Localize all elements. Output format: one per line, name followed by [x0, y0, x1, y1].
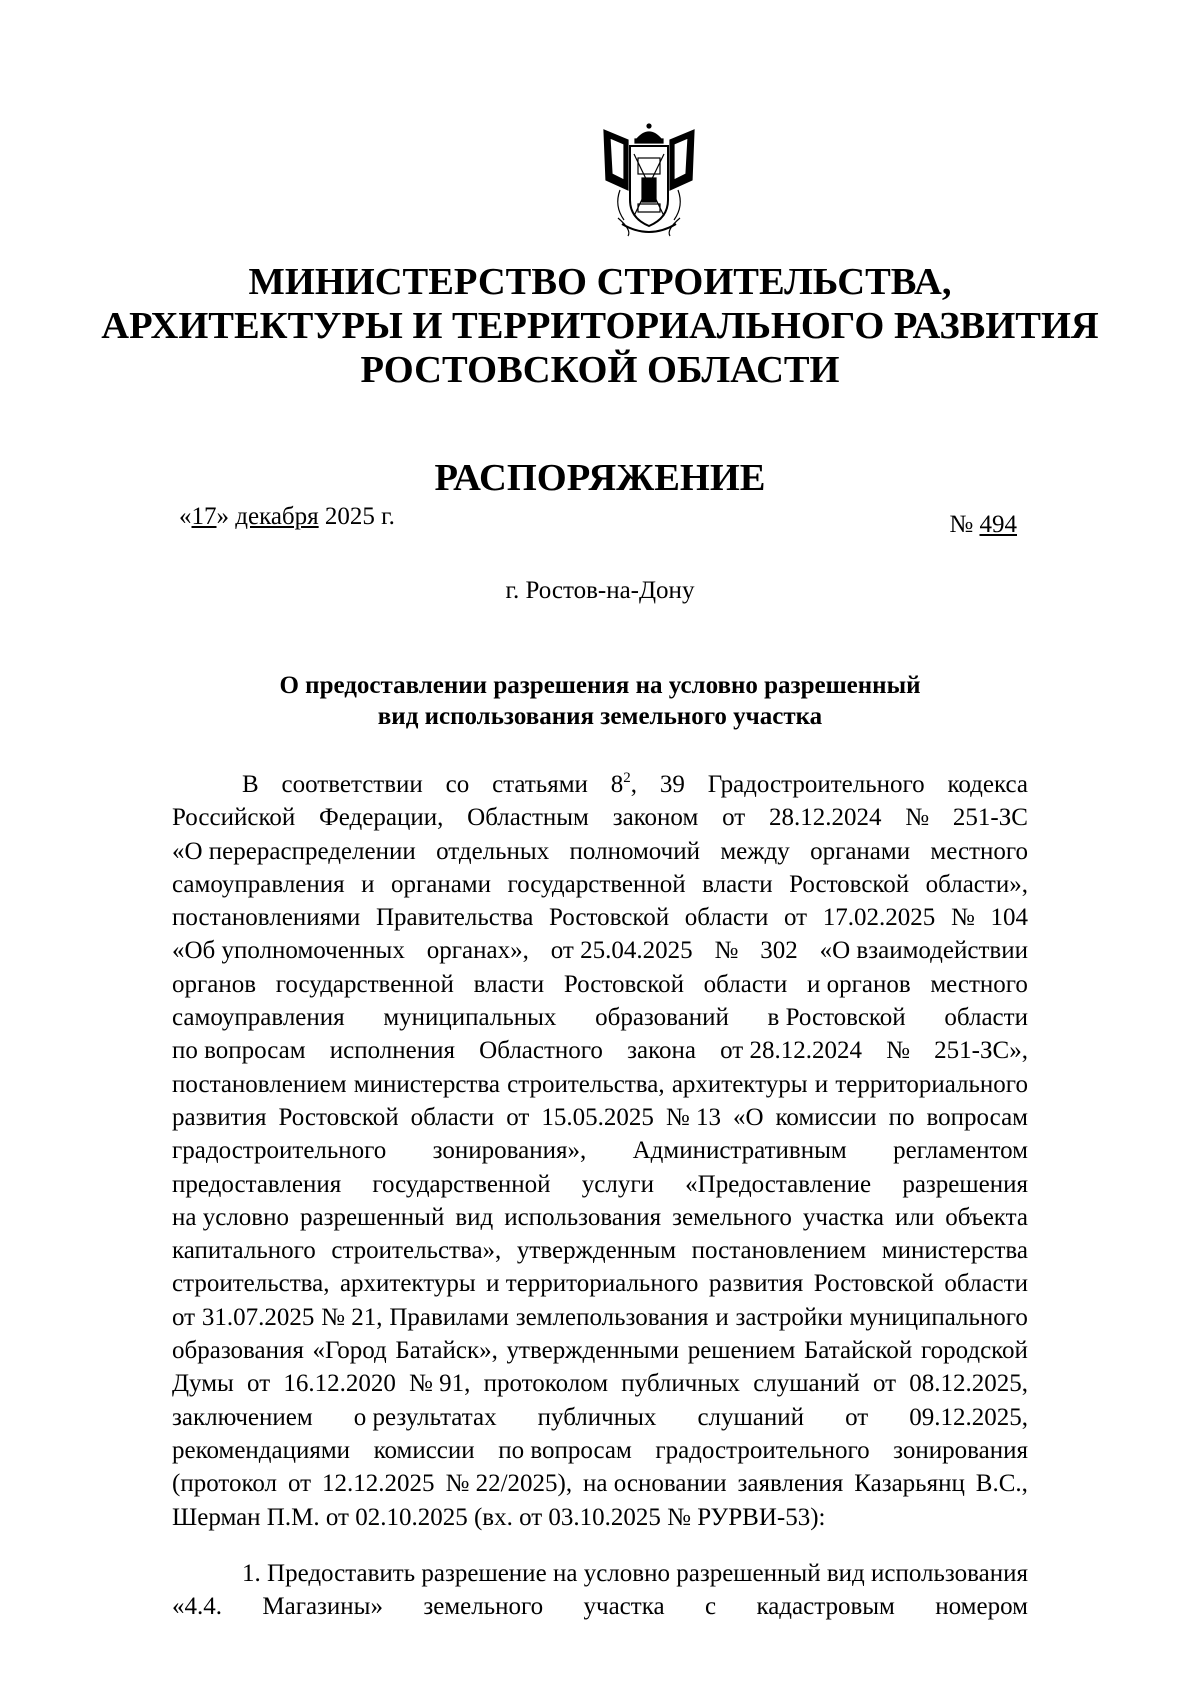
body-word: публичных [537, 1403, 657, 1431]
body-word: Российской [172, 804, 296, 832]
document-type-heading: РАСПОРЯЖЕНИЕ [434, 457, 766, 499]
item-word: «4.4. [172, 1593, 222, 1621]
item-word: участка [583, 1593, 665, 1621]
body-word: постановлениями [172, 904, 361, 932]
body-word: самоуправления [172, 1004, 345, 1032]
body-word: 251-ЗС», [934, 1037, 1028, 1065]
body-word: рекомендациями [172, 1436, 351, 1464]
body-word: муниципального [849, 1303, 1028, 1331]
body-word: органах», [426, 937, 529, 965]
body-word: протоколом [483, 1370, 609, 1398]
body-word: градостроительного [655, 1436, 870, 1464]
item-word: номером [935, 1593, 1028, 1621]
body-word: городской [920, 1337, 1028, 1365]
body-word: 251-ЗС [952, 804, 1028, 832]
body-line [172, 1267, 1028, 1300]
article-number [611, 768, 637, 801]
item-word: Магазины» [262, 1593, 383, 1621]
body-word: соответствии [281, 771, 423, 798]
number-prefix: № [949, 511, 974, 538]
body-word: Областным [467, 804, 589, 832]
article-number-comma: , [630, 771, 637, 798]
body-word: области [684, 904, 769, 932]
document-date [179, 502, 395, 532]
body-word: Градостроительного [707, 771, 925, 798]
body-word: строительства», [331, 1237, 502, 1265]
item-word: земельного [423, 1593, 544, 1621]
body-word: органов [172, 970, 257, 998]
date-day: 17 [191, 503, 217, 530]
body-word: № 13 [665, 1103, 721, 1131]
body-line [172, 901, 1028, 934]
body-word: от [845, 1403, 869, 1431]
body-word: № [714, 937, 739, 965]
body-word: области», [925, 870, 1028, 898]
body-word: местного [930, 970, 1028, 998]
body-word: и [814, 1070, 829, 1098]
body-word: Ростовской [278, 1103, 399, 1131]
body-word: Ростовской [789, 870, 910, 898]
body-word: органами [390, 870, 492, 898]
body-word: участка [802, 1203, 884, 1231]
item-word: условно [583, 1560, 670, 1587]
body-word: Правительства [375, 904, 534, 932]
body-word: слушаний [697, 1403, 805, 1431]
body-word: со [445, 771, 470, 798]
body-word: исполнения [329, 1037, 455, 1065]
body-line [172, 1301, 1028, 1334]
body-word: № 22/2025), [445, 1470, 573, 1498]
body-word: землепользования [515, 1303, 709, 1331]
body-justified-lines [172, 801, 1028, 1500]
body-word: статьями [492, 771, 588, 798]
coat-of-arms-emblem [598, 120, 700, 242]
body-word: или [894, 1203, 935, 1231]
date-quote-close: » [216, 503, 229, 530]
body-word: «О взаимодействии [819, 937, 1028, 965]
body-word: слушаний [753, 1370, 860, 1398]
body-word: комиссии [775, 1103, 877, 1131]
body-word: постановлением [172, 1070, 347, 1098]
body-word: закона [627, 1037, 696, 1065]
body-word: по [888, 1103, 915, 1131]
body-word: публичных [621, 1370, 741, 1398]
body-word: комиссии [373, 1436, 475, 1464]
body-line [172, 1101, 1028, 1134]
body-word: строительства, [172, 1270, 330, 1298]
body-word: «Об уполномоченных [172, 937, 405, 965]
body-word: государственной [507, 870, 686, 898]
body-word: министерства [881, 1237, 1028, 1265]
body-word: на условно [172, 1203, 289, 1231]
date-year: 2025 г. [324, 503, 395, 530]
body-word: 09.12.2025, [909, 1403, 1028, 1431]
item-1-line [172, 1557, 1028, 1590]
body-word: области [703, 970, 788, 998]
document-city: г. Ростов-на-Дону [505, 577, 695, 604]
ministry-title-line: МИНИСТЕРСТВО СТРОИТЕЛЬСТВА, [248, 261, 952, 303]
body-word: 12.12.2025 [322, 1470, 435, 1498]
body-word: 16.12.2020 [283, 1370, 396, 1398]
body-word: Батайск», [395, 1337, 498, 1365]
body-word: полномочий [569, 837, 700, 865]
body-word: № [950, 904, 975, 932]
body-word: постановлением [691, 1237, 867, 1265]
number-value: 494 [979, 511, 1017, 538]
body-word: Казарьянц [854, 1470, 965, 1498]
body-word: местного [930, 837, 1028, 865]
item-word: Предоставить [267, 1560, 416, 1587]
body-word: регламентом [893, 1137, 1028, 1165]
body-word: Правилами [389, 1303, 509, 1331]
body-line [172, 1001, 1028, 1034]
body-word: образования [172, 1337, 304, 1365]
body-word: заключением [172, 1403, 313, 1431]
body-word: органами [810, 837, 911, 865]
body-line [172, 1334, 1028, 1367]
body-word: № [886, 1037, 910, 1065]
body-word: от [172, 1303, 196, 1331]
body-word: разрешения [902, 1170, 1028, 1198]
body-word: В.С., [975, 1470, 1028, 1498]
body-word: № 91, [409, 1370, 471, 1398]
body-word: Батайской [803, 1337, 913, 1365]
body-word: и территориального [486, 1270, 699, 1298]
body-word: образований [595, 1004, 729, 1032]
body-word: № 21, [321, 1303, 383, 1331]
body-word: самоуправления [172, 870, 345, 898]
body-word: Федерации, [319, 804, 444, 832]
body-line [172, 968, 1028, 1001]
item-word: с [704, 1593, 717, 1621]
body-word: Ростовской [813, 1270, 934, 1298]
body-word: от 28.12.2024 [720, 1037, 862, 1065]
body-line [172, 1201, 1028, 1234]
body-word: Административным [632, 1137, 847, 1165]
body-word: утвержденным [516, 1237, 677, 1265]
item-word: разрешенный [676, 1560, 821, 1587]
body-word: вид [455, 1203, 494, 1231]
body-word: от [506, 1103, 530, 1131]
body-word: «О [732, 1103, 764, 1131]
body-word: разрешенный [299, 1203, 445, 1231]
body-word: кодекса [947, 771, 1028, 798]
item-word: разрешение [421, 1560, 547, 1587]
body-word: по вопросам [172, 1037, 306, 1065]
body-word: от [722, 804, 746, 832]
body-word: развития [172, 1103, 267, 1131]
body-word: на основании [583, 1470, 727, 1498]
article-number-superscript: 2 [623, 770, 631, 786]
body-word: объекта [945, 1203, 1028, 1231]
body-word: и органов [806, 970, 911, 998]
body-word: услуги [581, 1170, 654, 1198]
body-line [172, 835, 1028, 868]
body-word: законом [612, 804, 699, 832]
body-line [172, 1467, 1028, 1500]
body-word: Ростовской [548, 904, 670, 932]
body-line [172, 934, 1028, 967]
body-word: от 25.04.2025 [550, 937, 693, 965]
body-word: (протокол [172, 1470, 277, 1498]
body-word: строительства, [507, 1070, 665, 1098]
body-word: территориального [835, 1070, 1028, 1098]
body-word: 302 [760, 937, 798, 965]
body-word: вопросам [926, 1103, 1028, 1131]
body-word: «О перераспределении [172, 837, 416, 865]
body-word: предоставления [172, 1170, 342, 1198]
body-word: 104 [990, 904, 1028, 932]
body-word: области [944, 1270, 1028, 1298]
body-word: государственной [372, 1170, 551, 1198]
body-word: муниципальных [383, 1004, 557, 1032]
body-line [172, 1168, 1028, 1201]
body-word: от [247, 1370, 271, 1398]
ministry-title-line: РОСТОВСКОЙ ОБЛАСТИ [360, 349, 840, 391]
body-line [172, 1367, 1028, 1400]
body-word: и [715, 1303, 729, 1331]
body-word: В [242, 771, 259, 798]
body-word: зонирования», [432, 1137, 587, 1165]
body-word: государственной [275, 970, 454, 998]
body-word: 08.12.2025, [909, 1370, 1028, 1398]
body-word: власти [473, 970, 545, 998]
body-word: от [287, 1470, 312, 1498]
body-line [172, 868, 1028, 901]
body-word: утвержденными [506, 1337, 680, 1365]
body-word: области [944, 1004, 1028, 1032]
body-word: «Предоставление [685, 1170, 872, 1198]
date-month: декабря [235, 503, 319, 530]
body-line [172, 1034, 1028, 1067]
body-word: градостроительного [172, 1137, 387, 1165]
body-word: использования [504, 1203, 662, 1231]
document-subject [170, 670, 1030, 732]
body-word: 15.05.2025 [541, 1103, 654, 1131]
body-word: Ростовской [563, 970, 684, 998]
body-word: от [872, 1370, 897, 1398]
body-word: от [784, 904, 808, 932]
item-word: использования [871, 1560, 1028, 1587]
body-word: и [361, 870, 375, 898]
date-quote-open: « [179, 503, 192, 530]
body-word: 28.12.2024 [768, 804, 882, 832]
body-word: отдельных [436, 837, 550, 865]
subject-line: вид использования земельного участка [377, 703, 823, 730]
body-word: министерства [353, 1070, 500, 1098]
body-word: 39 [659, 771, 685, 798]
body-word: развития [708, 1270, 804, 1298]
body-line [172, 768, 1028, 801]
body-last-line: Шерман П.М. от 02.10.2025 (вх. от 03.10.2025 № РУРВИ-53): [172, 1503, 826, 1531]
body-paragraph [172, 768, 1028, 1534]
body-word: 31.07.2025 [201, 1303, 315, 1331]
article-number-base: 8 [610, 771, 624, 798]
item-word: на [552, 1560, 578, 1587]
body-line [172, 1134, 1028, 1167]
body-word: Областного [479, 1037, 603, 1065]
item-word: кадастровым [756, 1593, 895, 1621]
item-1-line [172, 1590, 1028, 1623]
body-word: зонирования [893, 1436, 1028, 1464]
body-word: Думы [172, 1370, 234, 1398]
subject-line: О предоставлении разрешения на условно разрешенный [279, 672, 921, 699]
body-line [172, 1068, 1028, 1101]
body-word: в Ростовской [767, 1004, 906, 1032]
body-line [172, 1401, 1028, 1434]
item-word: вид [826, 1560, 865, 1587]
body-word: застройки [735, 1303, 843, 1331]
body-word: о результатах [353, 1403, 497, 1431]
body-word: архитектуры [339, 1270, 476, 1298]
body-word: заявления [737, 1470, 844, 1498]
body-line [172, 1434, 1028, 1467]
body-word: земельного [672, 1203, 792, 1231]
body-word: власти [702, 870, 773, 898]
item-word: 1. [242, 1560, 261, 1587]
body-word: области [410, 1103, 495, 1131]
body-line [172, 1234, 1028, 1267]
document-number [949, 510, 1017, 540]
item-1-paragraph [172, 1557, 1028, 1624]
body-word: архитектуры [671, 1070, 808, 1098]
body-word: между [720, 837, 790, 865]
ministry-title [100, 260, 1100, 392]
body-word: решением [687, 1337, 796, 1365]
body-word: капитального [172, 1237, 316, 1265]
ministry-title-line: АРХИТЕКТУРЫ И ТЕРРИТОРИАЛЬНОГО РАЗВИТИЯ [101, 305, 1099, 347]
body-word: № [905, 804, 930, 832]
body-word: «Город [312, 1337, 387, 1365]
body-line [172, 801, 1028, 834]
body-word: по вопросам [498, 1436, 632, 1464]
body-word: 17.02.2025 [822, 904, 936, 932]
